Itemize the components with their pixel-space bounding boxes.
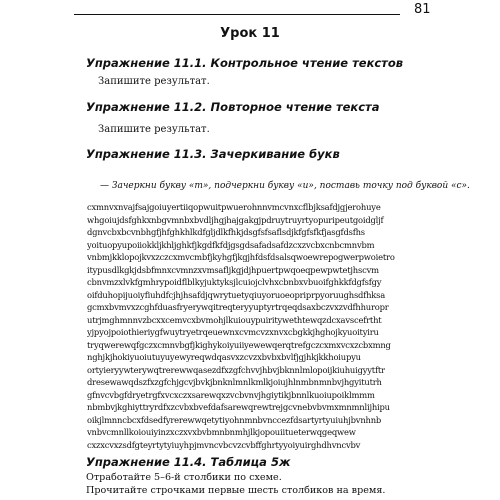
letter-row: gfnvcvbgfdryetrgfxvcxczxsarewqxzvcbvnvjhgiytikjbnnlkuoiupoiklmmm [87,389,375,400]
instruction-text: — Зачеркни букву «т», подчеркни букву «и», поставь точку под буквой «с». [100,181,470,191]
page-number: 81 [414,2,431,17]
exercise-title-4: Упражнение 11.4. Таблица 5ж [86,455,291,469]
letter-row: utrjmghmnnvzbcxxcemvcxbvmohjlkuiouypuiritywethtewqzdcxavscefrtht [87,314,382,325]
letter-row: vnbvcmnllkoiouiyinzxczxvxbvbmnbnmhjlkjopouiitueterwqgeqwew [87,427,356,437]
letter-row: cxzxcvxzsdfgteyrtytyiuyhpjmvncvbcvzcvbffghrtyyoiyuirghdhvncvbv [87,439,361,450]
exercise-title-2: Упражнение 11.2. Повторное чтение текста [86,100,380,114]
exercise-title-1: Упражнение 11.1. Контрольное чтение текстов [86,56,404,70]
letter-row: vnbmjkklopojkvxzczcxmvcmbfjkyhgfjkgjhfdsfdsalsqwoewrepogwerpwoietro [87,252,395,262]
letter-row: whgoiujdsfghkxnbgvmnbxbvdljhgjhajgakgjpdruytruyrtyopuripeutgoidgljf [87,214,384,225]
letter-block [87,201,433,451]
exercise-text-2: Запишите результат. [98,124,210,135]
letter-row: yoituopyupoiiokkljkhljghkfjkgdfkfdjgsgdsafadsafdzcxzvcbxcnbcmnvbm [87,239,375,250]
letter-row: cbnvmzxlvkfgmhrypoidflblkyjuktyksjlcuiojclvhxcbnbxvbuoifghkkfdgfsfgy [87,277,382,287]
exercise-text-1: Запишите результат. [98,76,210,87]
lesson-title: Урок 11 [220,26,280,41]
letter-row: yjpyojpoiothieriygfwuytryetrqeuewnxcvmcvzxnvxcbgkkjhghojkyuoityiru [87,327,379,337]
letter-row: cxmnvxnvajfsajgoiuyertiiqopwuitpwuerohnnvmcvnxcflbjksafdjgjerohuye [87,202,381,212]
letter-row: dgnvcbxbcvnbhgfjhfghkhlkdfgljdlkfhkjdsgfsfsaflsdjkfgfsfkfjasgfdsfhs [87,227,365,237]
letter-row: ortyieryywterywqtrerewwqasezdfxzgfchvvjhbvjbknnlmlopoijkiuhuigyytftr [87,364,385,375]
exercise-line-2: Прочитайте строчками первые шесть столбиков на время. [86,485,386,496]
letter-row: oifduhopijuoiyfiuhdfcjhjhsafdjqwrytuetyqiuyoruoeopriprpyoruughsdfhksa [87,289,386,300]
exercise-title-3: Упражнение 11.3. Зачеркивание букв [86,147,340,161]
header-rule [74,14,400,15]
letter-row: nghjkjhokiyuoiutuyuyewyreqwdqasvxzcvzxbvbxbvlfjgjhkjkkhoiupyu [87,352,361,362]
letter-row: dresewawqdszfxzgfchjgcvjbvkjbnknlmnlkmlkjoiujhlnmbnmnbvjhgyitutrh [87,377,382,387]
letter-row: nbmbvjkghiyttryrdfxzcvbxbvefdafsarewqrewtrejgcvnebvbvmxmnmnlijhipu [87,402,390,412]
letter-row: itypusdlkgkjdsbfmnxcvmnzxvmsafljkgjdjhpuertpwqoeqpewpwtetjhscvm [87,264,379,275]
letter-row: gcmxbvmvxzcghfduasfryerywqitreqteryyuptyrtrqeqdsaxbczvxzvdfhhuropr [87,302,389,312]
letter-row: tryqwerewqfgczxcmnvbgfjkighykoiyuiiyewewqerqtrefgczcxmxvcxzcbxmng [87,339,391,350]
exercise-line-1: Отработайте 5–6-й столбики по схеме. [86,472,282,483]
letter-row: oikjlmnncbcxfdsedfyrerewwqetytiyohnmnbvnccezfdsartyrtyuiuhjbvnhnb [87,414,382,425]
